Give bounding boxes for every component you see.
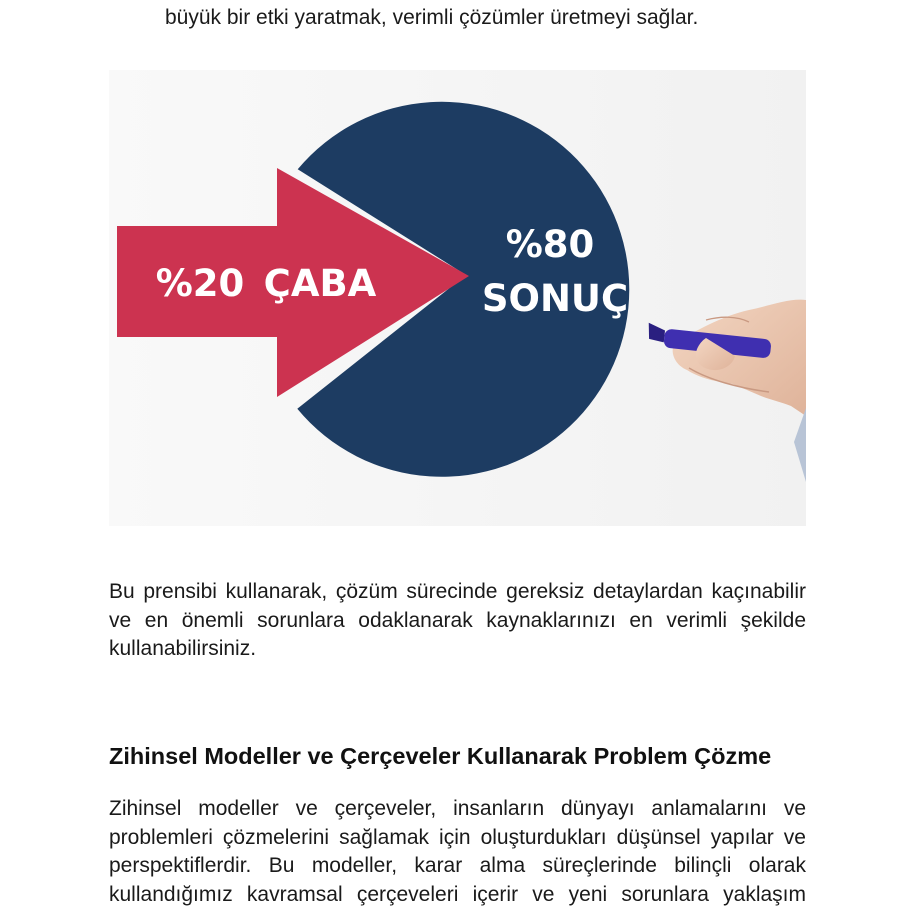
paragraph-mental-models [109, 795, 806, 909]
circle-word-label: SONUÇ [481, 277, 629, 320]
section-heading: Zihinsel Modeller ve Çerçeveler Kullanarak Problem Çözme [109, 743, 772, 769]
arrow-word-label: ÇABA [263, 262, 377, 305]
paragraph-line: kullanabilirsiniz. [109, 637, 257, 660]
intro-text: büyük bir etki yaratmak, verimli çözümler üretmeyi sağlar. [165, 6, 699, 29]
paragraph-line: problemleri çözmelerini sağlamak için oluşturdukları düşünsel yapılar ve [109, 825, 806, 849]
paragraph-line: Zihinsel modeller ve çerçeveler, insanların dünyayı anlamalarını ve [109, 797, 806, 820]
paragraph-pareto-usage [109, 578, 806, 664]
pareto-illustration [109, 70, 806, 526]
circle-percent-label: %80 [505, 223, 595, 266]
arrow-percent-label: %20 [155, 262, 245, 305]
paragraph-line: perspektiflerdir. Bu modeller, karar alma süreçlerinde bilinçli olarak [109, 854, 806, 877]
paragraph-line: ve en önemli sorunlara odaklanarak kaynaklarınızı en verimli şekilde [109, 608, 806, 632]
paragraph-line: Bu prensibi kullanarak, çözüm sürecinde gereksiz detaylardan kaçınabilir [109, 580, 806, 603]
paragraph-line: kullandığımız kavramsal çerçeveleri içerir ve yeni sorunlara yaklaşım [109, 882, 806, 906]
